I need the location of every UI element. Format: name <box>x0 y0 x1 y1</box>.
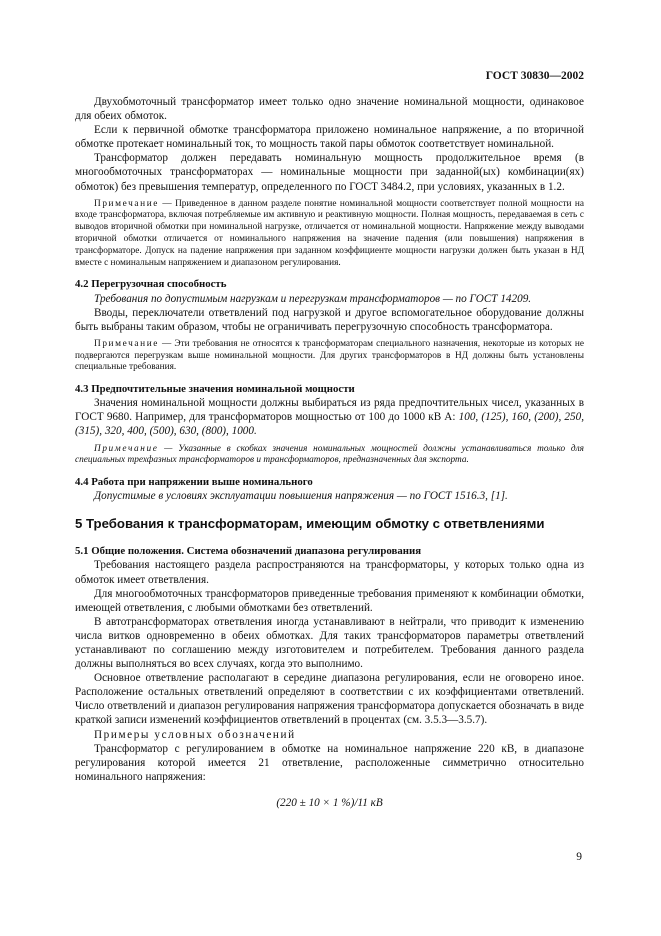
power-series: 100, (125), 160, (200), 250, (315), 320, 400, (500), 630, (800), 1000. <box>75 411 584 438</box>
note <box>75 444 584 468</box>
reference-line: Допустимые в условиях эксплуатации повышения напряжения — по ГОСТ 1516.3, [1]. <box>94 490 508 503</box>
note-label: Примечание <box>94 198 159 209</box>
paragraph: В автотрансформаторах ответвления иногда устанавливают в нейтрали, что приводит к изменению числа витков одновременно в обеих обмотках. Для таких трансформаторов параметры ответвлений устанавливают по соглашению между изготовителем и потребителем. Требования данного раздела должны выполняться во всех случаях, когда это выполнимо. <box>75 615 584 671</box>
formula: (220 ± 10 × 1 %)/11 кВ <box>276 796 383 809</box>
reference-line: Требования по допустимым нагрузкам и перегрузкам трансформаторов — по ГОСТ 14209. <box>94 292 532 305</box>
note <box>75 339 584 374</box>
subsection-heading: 4.4 Работа при напряжении выше номинального <box>75 476 313 489</box>
note <box>75 199 584 270</box>
paragraph: Требования настоящего раздела распространяются на трансформаторы, у которых только одна из обмоток имеет ответвления. <box>75 559 584 586</box>
note-text: — Эти требования не относятся к трансформаторам специального назначения, некоторые из которых не подвергаются перегрузкам выше номинальной мощности. Для других трансформаторов в НД должны быть установлены специальные требования. <box>75 338 584 373</box>
paragraph: Трансформатор с регулированием в обмотке на номинальное напряжение 220 кВ, в диапазоне регулирования которой имеется 21 ответвление, расположенные симметрично относительно номинального напряжения: <box>75 742 584 783</box>
note-label: Примечание <box>94 338 159 349</box>
paragraph: Основное ответвление располагают в середине диапазона регулирования, если не оговорено иное. Расположение остальных ответвлений определяют в соответствии с их коэффициентами ответвлений. Число ответвлений и диапазон регулирования напряжения трансформатора допускается обозначать в виде краткой записи изменений коэффициентов ответвлений в процентах (см. 3.5.3—3.5.7). <box>75 672 584 727</box>
section-heading: 5 Требования к трансформаторам, имеющим обмотку с ответвлениями <box>75 516 545 532</box>
paragraph: Трансформатор должен передавать номинальную мощность продолжительное время (в многообмоточных трансформаторах — номинальные мощности при заданной(ых) комбинации(ях) обмоток) без превышения температур, определенного по ГОСТ 3484.2, при условиях, указанных в 1.2. <box>75 152 584 193</box>
examples-heading: Примеры условных обозначений <box>94 728 296 741</box>
page-number: 9 <box>576 851 582 863</box>
page-header: ГОСТ 30830—2002 <box>485 70 584 82</box>
note-text: — Указанные в скобках значения номинальных мощностей должны устанавливаться только для специальных трехфазных трансформаторов и трансформаторов, предназначенных для экспорта. <box>75 443 584 466</box>
note-text: — Приведенное в данном разделе понятие номинальной мощности соответствует полной мощности на входе трансформатора, включая потребляемые им активную и реактивную мощности. Полная мощность, передаваемая в сеть с выводов вторичной обмотки при номинальной нагрузке, отличается от номинальной мощности. Напряжение между выводами вторичной обмотки отличается от номинального напряжения на значение падения (или повышения) напряжения в трансформаторе. Допуск на падение напряжения при заданном коэффициенте мощности нагрузки должен быть указан в НД вместе с номинальным напряжением и диапазоном регулирования. <box>75 198 584 268</box>
subsection-heading: 4.3 Предпочтительные значения номинальной мощности <box>75 383 355 396</box>
note-label: Примечание <box>94 443 159 454</box>
page-body <box>75 95 584 810</box>
paragraph: Если к первичной обмотке трансформатора приложено номинальное напряжение, а по вторичной обмотке протекает номинальный ток, то мощность такой пары обмоток соответствует номинальной. <box>75 124 584 151</box>
paragraph: Двухобмоточный трансформатор имеет только одно значение номинальной мощности, одинаковое для обеих обмоток. <box>75 96 584 123</box>
paragraph <box>75 396 584 438</box>
paragraph: Вводы, переключатели ответвлений под нагрузкой и другое вспомогательное оборудование должны быть выбраны таким образом, чтобы не ограничивать перегрузочную способность трансформатора. <box>75 306 584 333</box>
subsection-heading: 5.1 Общие положения. Система обозначений диапазона регулирования <box>75 545 422 558</box>
paragraph: Для многообмоточных трансформаторов приведенные требования применяют к комбинации обмотки, имеющей ответвления, с любыми обмотками без ответвлений. <box>75 587 584 614</box>
paragraph-text: Значения номинальной мощности должны выбираться из ряда предпочтительных чисел, указанных в ГОСТ 9680. Например, для трансформаторов мощностью от 100 до 1000 кВ А: <box>75 397 584 424</box>
subsection-heading: 4.2 Перегрузочная способность <box>75 278 227 291</box>
